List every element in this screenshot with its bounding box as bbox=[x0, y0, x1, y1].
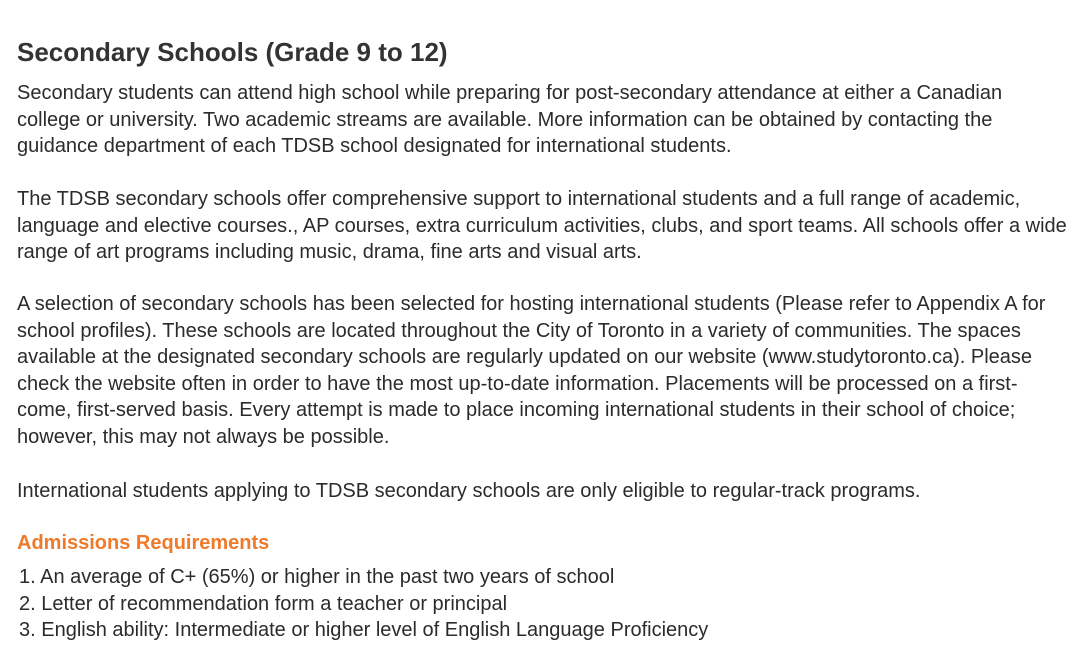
admissions-requirements-list bbox=[19, 564, 708, 644]
support-paragraph: The TDSB secondary schools offer comprehensive support to international students and a full range of academic, language and elective courses., AP courses, extra curriculum activities, clubs, and sport teams. All schools offer a wide range of art programs including music, drama, fine arts and visual arts. bbox=[17, 188, 1067, 263]
requirement-item-english: 3. English ability: Intermediate or higher level of English Language Proficiency bbox=[19, 619, 709, 641]
intro-paragraph: Secondary students can attend high school while preparing for post-secondary attendance at either a Canadian college or university. Two academic streams are available. More information can be obtained by contacting the guidance department of each TDSB school designated for international students. bbox=[17, 82, 1003, 157]
school-selection-paragraph: A selection of secondary schools has been selected for hosting international students (Please refer to Appendix A for school profiles). These schools are located throughout the City of Toronto in a variety of communities. The spaces available at the designated secondary schools are regularly updated on our website (www.studytoronto.ca). Please check the website often in order to have the most up-to-date information. Placements will be processed on a first-come, first-served basis. Every attempt is made to place incoming international students in their school of choice; however, this may not always be possible. bbox=[17, 293, 1046, 448]
requirement-item-grades: 1. An average of C+ (65%) or higher in the past two years of school bbox=[19, 566, 615, 588]
page-title: Secondary Schools (Grade 9 to 12) bbox=[17, 37, 448, 67]
requirement-item-recommendation: 2. Letter of recommendation form a teacher or principal bbox=[19, 592, 508, 615]
eligibility-paragraph: International students applying to TDSB secondary schools are only eligible to regular-track programs. bbox=[17, 480, 921, 502]
admissions-heading: Admissions Requirements bbox=[17, 532, 270, 554]
